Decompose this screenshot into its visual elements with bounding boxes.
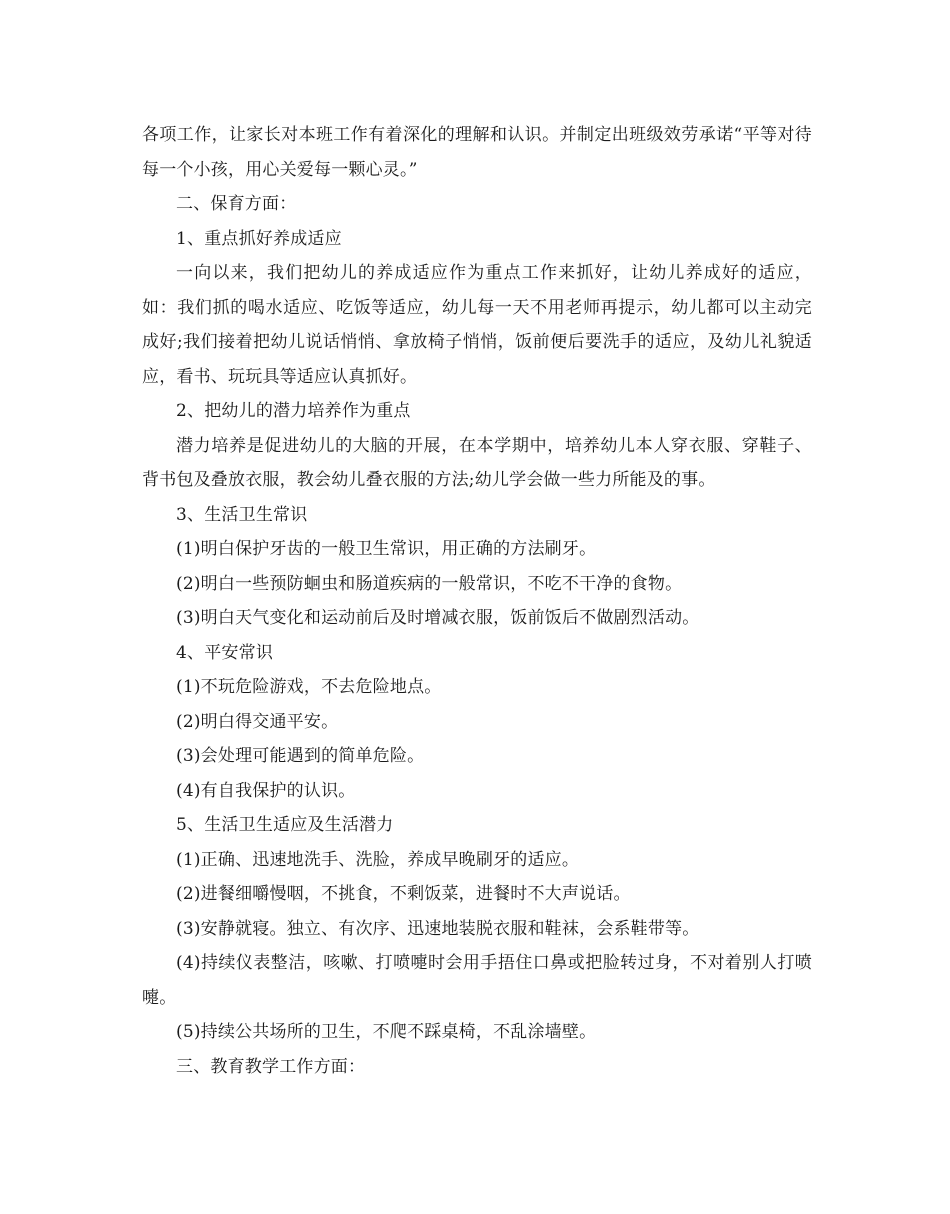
list-item: (2)明白得交通平安。 xyxy=(176,711,339,732)
subheading-hygiene: 3、生活卫生常识 xyxy=(176,504,308,525)
list-item: (1)不玩危险游戏，不去危险地点。 xyxy=(176,677,442,697)
list-item: (3)明白天气变化和运动前后及时增减衣服，饭前饭后不做剧烈活动。 xyxy=(176,608,700,628)
list-item: (3)安静就寝。独立、有次序、迅速地装脱衣服和鞋袜，会系鞋带等。 xyxy=(176,918,700,939)
document-body xyxy=(142,118,812,1084)
list-item: (2)明白一些预防蛔虫和肠道疾病的一般常识，不吃不干净的食物。 xyxy=(176,573,683,594)
paragraph: 各项工作，让家长对本班工作有着深化的理解和认识。并制定出班级效劳承诺“平等对待每一个小孩，用心关爱每一颗心灵。” xyxy=(142,125,812,180)
list-item: (4)有自我保护的认识。 xyxy=(176,780,356,801)
list-item: (1)正确、迅速地洗手、洗脸，养成早晚刷牙的适应。 xyxy=(176,849,580,870)
subheading-living-habits: 5、生活卫生适应及生活潜力 xyxy=(176,815,394,835)
list-item: (4)持续仪表整洁，咳嗽、打喷嚏时会用手捂住口鼻或把脸转过身，不对着别人打喷嚏。 xyxy=(142,953,812,1008)
section-heading-care: 二、保育方面： xyxy=(176,194,297,214)
subheading-ability: 2、把幼儿的潜力培养作为重点 xyxy=(176,401,411,421)
section-heading-education: 三、教育教学工作方面： xyxy=(176,1056,366,1077)
paragraph: 一向以来，我们把幼儿的养成适应作为重点工作来抓好，让幼儿养成好的适应，如：我们抓的喝水适应、吃饭等适应，幼儿每一天不用老师再提示，幼儿都可以主动完成好;我们接着把幼儿说话悄悄、拿放椅子悄悄，饭前便后要洗手的适应，及幼儿礼貌适应，看书、玩玩具等适应认真抓好。 xyxy=(142,263,812,387)
subheading-safety: 4、平安常识 xyxy=(176,642,274,663)
list-item: (5)持续公共场所的卫生，不爬不踩桌椅，不乱涂墙壁。 xyxy=(176,1022,597,1042)
paragraph: 潜力培养是促进幼儿的大脑的开展，在本学期中，培养幼儿本人穿衣服、穿鞋子、背书包及叠放衣服，教会幼儿叠衣服的方法;幼儿学会做一些力所能及的事。 xyxy=(142,435,812,490)
subheading-habits: 1、重点抓好养成适应 xyxy=(176,228,342,249)
list-item: (2)进餐细嚼慢咽，不挑食，不剩饭菜，进餐时不大声说话。 xyxy=(176,884,631,904)
list-item: (1)明白保护牙齿的一般卫生常识，用正确的方法刷牙。 xyxy=(176,539,597,559)
list-item: (3)会处理可能遇到的简单危险。 xyxy=(176,746,425,766)
